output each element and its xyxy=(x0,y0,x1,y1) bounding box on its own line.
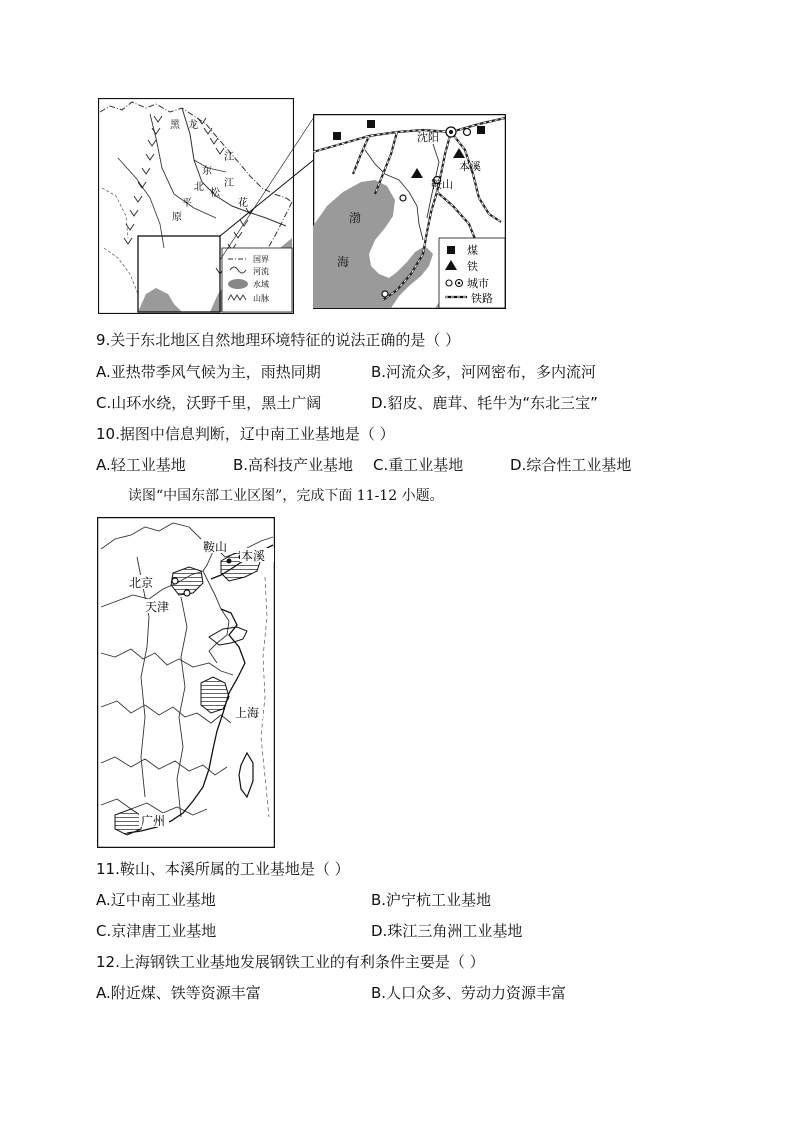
q9-option-d: D.貂皮、鹿茸、牦牛为“东北三宝” xyxy=(371,394,598,412)
map1-label-jiang: 江 xyxy=(224,152,234,163)
map1-label-hua: 花 xyxy=(238,198,248,209)
q11-option-a: A.辽中南工业基地 xyxy=(96,891,216,909)
map1-label-long: 龙 xyxy=(188,120,198,131)
q11-stem: 11.鞍山、本溪所属的工业基地是（ ） xyxy=(96,860,350,878)
map3-label-tianjin: 天津 xyxy=(145,600,170,614)
q11-option-d: D.珠江三角洲工业基地 xyxy=(371,922,523,940)
q10-option-b: B.高科技产业基地 xyxy=(233,456,354,474)
q12-option-a: A.附近煤、铁等资源丰富 xyxy=(96,984,261,1002)
q10-option-c: C.重工业基地 xyxy=(373,456,464,474)
q9-option-a: A.亚热带季风气候为主，雨热同期 xyxy=(96,363,321,381)
legend-border-label: 国界 xyxy=(253,255,269,264)
map3-label-beijing: 北京 xyxy=(129,576,154,590)
city-label-shenyang: 沈阳 xyxy=(417,131,439,144)
map-connector-lines xyxy=(218,112,318,262)
q9-option-c: C.山环水绕，沃野千里，黑土广阔 xyxy=(96,394,322,412)
q11-option-c: C.京津唐工业基地 xyxy=(96,922,217,940)
map1-label-song: 松 xyxy=(210,188,220,199)
coal-symbol xyxy=(333,132,341,140)
map3-label-shanghai: 上海 xyxy=(235,706,260,720)
sea-label-bo: 渤 xyxy=(349,211,362,225)
map1-label-ping: 平 xyxy=(182,198,192,209)
map1-label-jiang2: 江 xyxy=(224,178,234,189)
q9-stem: 9.关于东北地区自然地理环境特征的说法正确的是（ ） xyxy=(96,331,461,349)
map3-label-anshan: 鞍山 xyxy=(203,540,228,554)
q12-stem: 12.上海钢铁工业基地发展钢铁工业的有利条件主要是（ ） xyxy=(96,953,485,971)
q11-option-b: B.沪宁杭工业基地 xyxy=(371,891,492,909)
map1-label-yuan: 原 xyxy=(172,212,182,223)
q9-option-b: B.河流众多，河网密布，多内流河 xyxy=(371,363,597,381)
legend-city-label: 城市 xyxy=(467,277,489,290)
city-label-anshan: 鞍山 xyxy=(431,178,453,191)
q12-option-b: B.人口众多、劳动力资源丰富 xyxy=(371,984,567,1002)
q10-stem: 10.据图中信息判断，辽中南工业基地是（ ） xyxy=(96,425,395,443)
q10-option-a: A.轻工业基地 xyxy=(96,456,186,474)
legend-water-label: 水域 xyxy=(253,280,269,289)
coal-symbol xyxy=(477,126,485,134)
map3-label-guangzhou: 广州 xyxy=(141,814,166,828)
q10-option-d: D.综合性工业基地 xyxy=(510,456,632,474)
map1-label-hei: 黑 xyxy=(170,120,180,131)
map1-label-bei: 北 xyxy=(194,182,204,193)
sea-label-hai: 海 xyxy=(337,255,350,269)
coal-symbol xyxy=(367,120,375,128)
map3-label-benxi: 本溪 xyxy=(241,549,266,563)
map1-label-dong: 东 xyxy=(202,166,212,177)
east-china-industry-map xyxy=(97,517,275,848)
map-intro-text: 读图“中国东部工业区图”，完成下面 11-12 小题。 xyxy=(128,488,444,504)
legend-mountain-label: 山脉 xyxy=(253,294,269,303)
legend-railway-label: 铁路 xyxy=(471,292,493,305)
legend-iron-label: 铁 xyxy=(467,260,478,273)
liaoning-inset-map xyxy=(313,114,506,309)
legend-coal-label: 煤 xyxy=(467,244,478,257)
legend-river-label: 河流 xyxy=(253,267,269,276)
city-label-benxi: 本溪 xyxy=(459,160,481,173)
